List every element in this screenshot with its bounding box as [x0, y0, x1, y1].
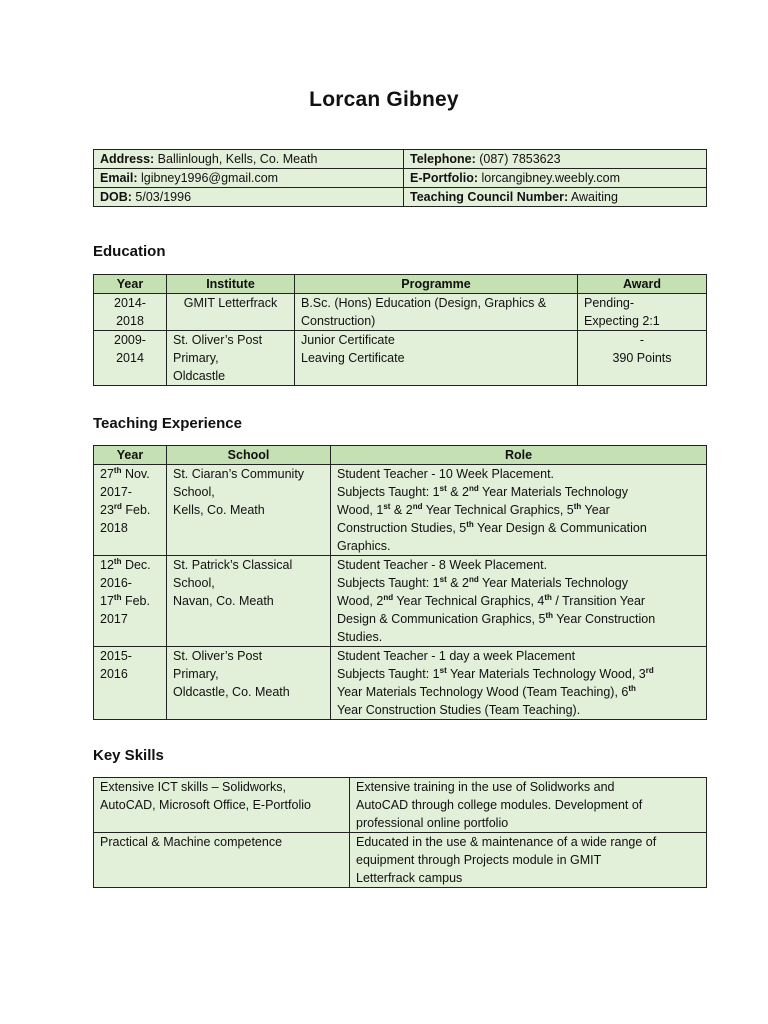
cell-line: 2015- — [100, 649, 132, 663]
cell-line: GMIT Letterfrack — [183, 296, 278, 310]
cell-line: 2017- — [100, 485, 132, 499]
year-cell — [94, 331, 167, 386]
cell-line: Pending- — [584, 296, 635, 310]
institute-cell — [167, 294, 295, 331]
institute-cell — [167, 331, 295, 386]
skill-cell — [94, 833, 350, 888]
ordinal-suffix: th — [113, 466, 122, 475]
ordinal-suffix: rd — [113, 502, 122, 511]
ordinal-suffix: rd — [645, 666, 654, 675]
award-cell — [578, 331, 707, 386]
ordinal-suffix: th — [628, 684, 636, 693]
cell-line: AutoCAD through college modules. Development of — [356, 798, 643, 812]
contact-value: lorcangibney.weebly.com — [478, 171, 621, 185]
contact-row — [94, 150, 707, 169]
cell-line: Expecting 2:1 — [584, 314, 660, 328]
cell-line: 2014- — [114, 296, 146, 310]
contact-label: Email: — [100, 171, 138, 185]
contact-value: Ballinlough, Kells, Co. Meath — [154, 152, 318, 166]
contact-row — [94, 188, 707, 207]
cell-line: Kells, Co. Meath — [173, 503, 265, 517]
cell-line: Navan, Co. Meath — [173, 594, 274, 608]
contact-label: Telephone: — [410, 152, 476, 166]
cell-line: School, — [173, 485, 215, 499]
cell-line: Design & Communication Graphics, 5th Year Construction — [337, 611, 656, 626]
cell-line: Leaving Certificate — [301, 351, 405, 365]
cell-line: Primary, — [173, 667, 219, 681]
teaching-experience-table — [93, 445, 707, 720]
cell-line: St. Ciaran’s Community — [173, 467, 305, 481]
contact-row — [94, 169, 707, 188]
cell-line: Oldcastle, Co. Meath — [173, 685, 290, 699]
cell-line: equipment through Projects module in GMIT — [356, 853, 602, 867]
contact-cell — [404, 169, 707, 188]
contact-label: DOB: — [100, 190, 132, 204]
cell-line: School, — [173, 576, 215, 590]
skill-row — [94, 778, 707, 833]
cell-line: 390 Points — [612, 351, 672, 365]
cell-line: Educated in the use & maintenance of a wide range of — [356, 835, 657, 849]
ordinal-suffix: nd — [383, 593, 394, 602]
cell-line: 2018 — [116, 314, 144, 328]
education-heading: Education — [93, 243, 166, 260]
cell-line: Student Teacher - 8 Week Placement. — [337, 558, 548, 572]
programme-cell — [295, 294, 578, 331]
cell-line: - — [639, 333, 645, 347]
skill-row — [94, 833, 707, 888]
education-row — [94, 294, 707, 331]
cell-line: 12th Dec. — [100, 557, 151, 572]
skill-detail-cell — [350, 833, 707, 888]
cell-line: B.Sc. (Hons) Education (Design, Graphics & — [301, 296, 547, 310]
key-skills-table — [93, 777, 707, 888]
ordinal-suffix: th — [545, 611, 553, 620]
cell-line: St. Patrick’s Classical — [173, 558, 293, 572]
cell-line: Junior Certificate — [301, 333, 395, 347]
key-skills-heading: Key Skills — [93, 747, 164, 764]
programme-cell — [295, 331, 578, 386]
contact-label: Address: — [100, 152, 155, 166]
year-cell — [94, 294, 167, 331]
ordinal-suffix: nd — [412, 502, 423, 511]
ordinal-suffix: st — [439, 666, 447, 675]
contact-cell — [404, 150, 707, 169]
cell-line: Extensive training in the use of Solidworks and — [356, 780, 615, 794]
contact-value: Awaiting — [568, 190, 618, 204]
cell-line: Graphics. — [337, 539, 391, 553]
role-cell — [331, 556, 707, 647]
column-header: Award — [578, 275, 707, 294]
ordinal-suffix: nd — [469, 484, 479, 493]
ordinal-suffix: st — [439, 484, 447, 493]
cell-line: Practical & Machine competence — [100, 835, 283, 849]
cell-line: Wood, 2nd Year Technical Graphics, 4th / Transition Year — [337, 593, 646, 608]
column-header: Year — [94, 275, 167, 294]
cell-line: Subjects Taught: 1st Year Materials Technology Wood, 3rd — [337, 666, 654, 681]
cell-line: Letterfrack campus — [356, 871, 463, 885]
contact-value: lgibney1996@gmail.com — [137, 171, 279, 185]
contact-label: E-Portfolio: — [410, 171, 479, 185]
contact-value: (087) 7853623 — [475, 152, 561, 166]
ordinal-suffix: th — [466, 520, 474, 529]
contact-cell — [94, 150, 404, 169]
cell-line: St. Oliver’s Post — [173, 649, 263, 663]
role-cell — [331, 465, 707, 556]
cell-line: 2009- — [114, 333, 146, 347]
cell-line: Subjects Taught: 1st & 2nd Year Materials Technology — [337, 484, 628, 499]
year-cell — [94, 556, 167, 647]
ordinal-suffix: th — [113, 593, 122, 602]
column-header: Programme — [295, 275, 578, 294]
ordinal-suffix: th — [113, 557, 122, 566]
cell-line: Subjects Taught: 1st & 2nd Year Materials Technology — [337, 575, 628, 590]
ordinal-suffix: nd — [469, 575, 479, 584]
year-cell — [94, 465, 167, 556]
ordinal-suffix: st — [383, 502, 391, 511]
column-header: Role — [331, 446, 707, 465]
ordinal-suffix: th — [544, 593, 552, 602]
cell-line: 27th Nov. — [100, 466, 150, 481]
ordinal-suffix: th — [573, 502, 582, 511]
contact-value: 5/03/1996 — [131, 190, 192, 204]
cell-line: Year Construction Studies (Team Teaching). — [337, 703, 581, 717]
teaching-row — [94, 556, 707, 647]
award-cell — [578, 294, 707, 331]
cell-line: 2016 — [100, 667, 128, 681]
teaching-row — [94, 465, 707, 556]
cell-line: 2017 — [100, 612, 128, 626]
cell-line: 2014 — [116, 351, 144, 365]
ordinal-suffix: st — [439, 575, 447, 584]
school-cell — [167, 647, 331, 720]
column-header: Institute — [167, 275, 295, 294]
contact-cell — [94, 169, 404, 188]
cell-line: Student Teacher - 10 Week Placement. — [337, 467, 555, 481]
cell-line: Extensive ICT skills – Solidworks, — [100, 780, 286, 794]
cell-line: 23rd Feb. — [100, 502, 151, 517]
teaching-experience-heading: Teaching Experience — [93, 415, 242, 432]
role-cell — [331, 647, 707, 720]
cell-line: professional online portfolio — [356, 816, 509, 830]
teaching-row — [94, 647, 707, 720]
column-header: School — [167, 446, 331, 465]
skill-detail-cell — [350, 778, 707, 833]
cell-line: Student Teacher - 1 day a week Placement — [337, 649, 576, 663]
contact-cell — [404, 188, 707, 207]
cell-line: St. Oliver’s Post — [173, 333, 263, 347]
cell-line: Studies. — [337, 630, 383, 644]
cell-line: AutoCAD, Microsoft Office, E-Portfolio — [100, 798, 311, 812]
skill-cell — [94, 778, 350, 833]
contact-cell — [94, 188, 404, 207]
cell-line: 17th Feb. — [100, 593, 150, 608]
year-cell — [94, 647, 167, 720]
contact-label: Teaching Council Number: — [410, 190, 569, 204]
cell-line: 2018 — [100, 521, 128, 535]
education-table — [93, 274, 707, 386]
cell-line: Construction Studies, 5th Year Design & Communication — [337, 520, 647, 535]
column-header: Year — [94, 446, 167, 465]
school-cell — [167, 556, 331, 647]
cell-line: Wood, 1st & 2nd Year Technical Graphics, 5th Year — [337, 502, 610, 517]
cell-line: Year Materials Technology Wood (Team Teaching), 6th — [337, 684, 636, 699]
contact-table — [93, 149, 707, 207]
cell-line: Oldcastle — [173, 369, 226, 383]
cell-line: Construction) — [301, 314, 376, 328]
cell-line: 2016- — [100, 576, 132, 590]
school-cell — [167, 465, 331, 556]
education-row — [94, 331, 707, 386]
cv-name-title: Lorcan Gibney — [309, 88, 459, 111]
cell-line: Primary, — [173, 351, 219, 365]
